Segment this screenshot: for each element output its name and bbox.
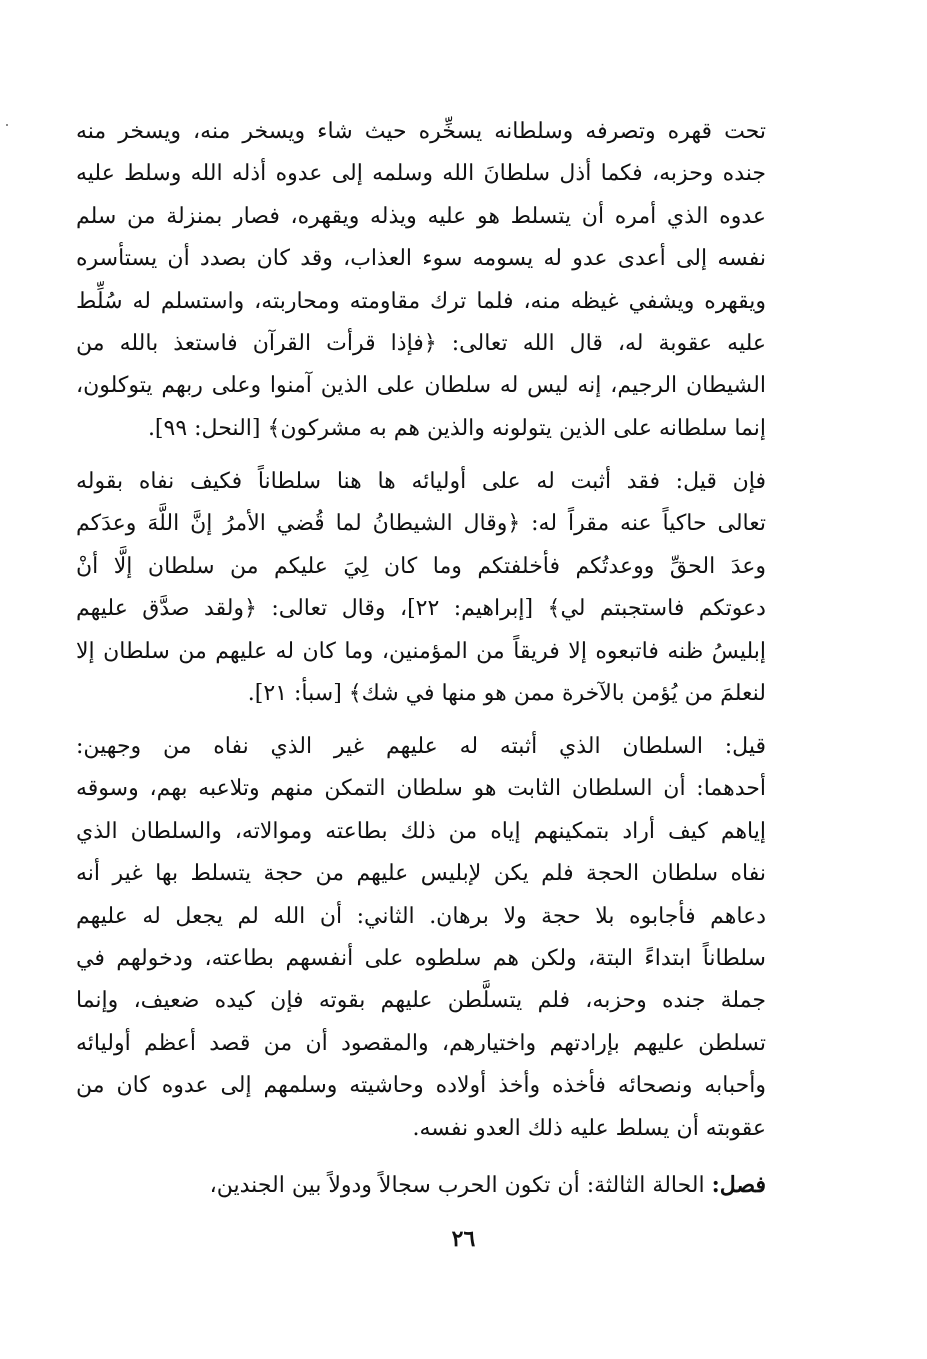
text-line: الشيطان الرجيم، إنه ليس له سلطان على الذين آمنوا وعلى ربهم يتوكلون، xyxy=(76,373,766,399)
text-line: تحت قهره وتصرفه وسلطانه يسخِّره حيث شاء ويسخر منه، ويسخر منه xyxy=(76,119,766,144)
margin-dot xyxy=(6,124,8,126)
text-line xyxy=(76,1164,766,1206)
text-line: ويقهره ويشفي غيظه منه، فلما ترك مقاومته ومحاربته، واستسلم له سُلِّط xyxy=(76,288,766,314)
section-text: الحالة الثالثة: أن تكون الحرب سجالاً ودولاً بين الجندين، xyxy=(209,1173,712,1198)
text-line: جملة جنده وحزبه، فلم يتسلَّطن عليهم بقوته فإن كيده ضعيف، وإنما xyxy=(76,988,766,1014)
text-line: تعالى حاكياً عنه مقراً له: ﴿وقال الشيطانُ لما قُضي الأمرُ إنَّ اللَّهَ وعدَكم xyxy=(76,511,766,537)
text-line: دعوتكم فاستجبتم لي﴾ [إبراهيم: ٢٢]، وقال تعالى: ﴿ولقد صدَّق عليهم xyxy=(76,596,766,622)
text-line: وعدَ الحقِّ ووعدتُكم فأخلفتكم وما كان لِيَ عليكم من سلطان إلَّا أنْ xyxy=(76,553,766,579)
paragraph-3 xyxy=(76,726,766,1150)
text-line: نفسه إلى أعدى عدو له يسومه سوء العذاب، وقد كان بصدد أن يستأسره xyxy=(76,246,766,272)
text-line: إياهم كيف أراد بتمكينهم إياه من ذلك بطاعته وموالاته، والسلطان الذي xyxy=(76,818,766,844)
text-line: إبليسُ ظنه فاتبعوه إلا فريقاً من المؤمنين، وما كان له عليهم من سلطان إلا xyxy=(76,638,766,664)
text-line: نفاه سلطان الحجة فلم يكن لإبليس عليهم من حجة يتسلط بها غير أنه xyxy=(76,861,766,887)
text-line: عقوبته أن يسلط عليه ذلك العدو نفسه. xyxy=(412,1115,766,1141)
text-line: جنده وحزبه، فكما أذل سلطانَ الله وسلمه إلى عدوه أذله الله وسلط عليه xyxy=(76,161,766,187)
section-heading: فصل: xyxy=(711,1172,766,1198)
text-line: عدوه الذي أمره أن يتسلط هو عليه ويذله ويقهره، فصار بمنزلة من سلم xyxy=(76,203,766,229)
paragraph-2 xyxy=(76,461,766,715)
text-line: أحدهما: أن السلطان الثابت هو سلطان التمكن منهم وتلاعبه بهم، وسوقه xyxy=(76,776,766,802)
text-line: دعاهم فأجابوه بلا حجة ولا برهان. الثاني: أن الله لم يجعل له عليهم xyxy=(76,903,766,929)
text-line: فإن قيل: فقد أثبت له على أوليائه ها هنا سلطاناً فكيف نفاه بقوله xyxy=(76,469,766,494)
text-line: سلطاناً ابتداءً البتة، ولكن هم سلطوه على أنفسهم بطاعته، ودخولهم في xyxy=(76,945,766,971)
text-line: قيل: السلطان الذي أثبته له عليهم غير الذي نفاه من وجهين: xyxy=(76,734,766,759)
text-line: وأحبابه ونصحائه فأخذه وأخذ أولاده وحاشيته وسلمهم إلى عدوه كان من xyxy=(76,1073,766,1099)
text-line: عليه عقوبة له، قال الله تعالى: ﴿فإذا قرأت القرآن فاستعذ بالله من xyxy=(76,330,766,356)
text-line: لنعلمَ من يُؤمن بالآخرة ممن هو منها في شك﴾ [سبأ: ٢١]. xyxy=(247,680,766,706)
page-number: ٢٦ xyxy=(451,1226,476,1252)
paragraph-4 xyxy=(76,1164,766,1206)
paragraph-1 xyxy=(76,111,766,450)
text-line: إنما سلطانه على الذين يتولونه والذين هم به مشركون﴾ [النحل: ٩٩]. xyxy=(147,415,766,441)
text-line: تسلطن عليهم بإرادتهم واختيارهم، والمقصود أن من قصد أعظم أوليائه xyxy=(76,1030,766,1056)
